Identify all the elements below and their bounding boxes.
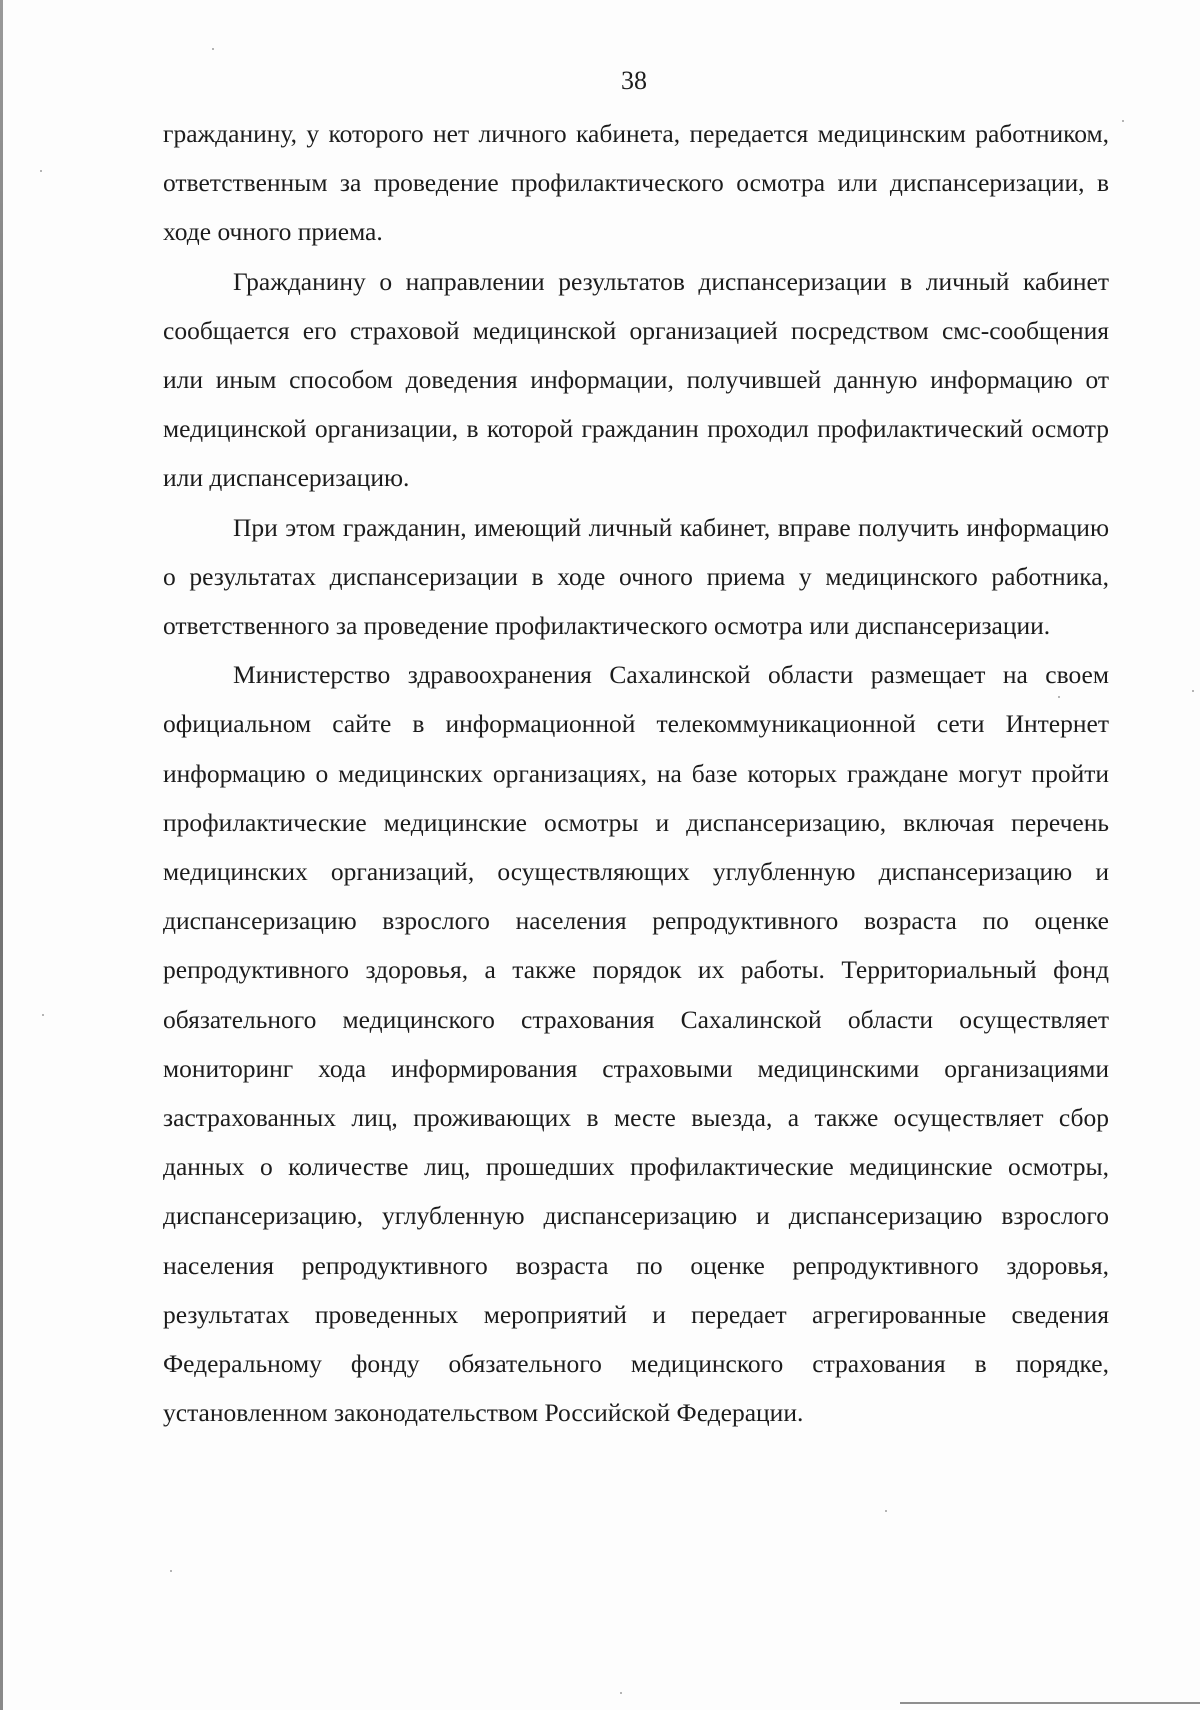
- scan-speck: [1192, 690, 1194, 692]
- scan-speck: [1058, 696, 1060, 698]
- scan-speck: [1122, 120, 1124, 122]
- scan-left-edge: [0, 0, 3, 1710]
- scan-speck: [42, 1014, 44, 1016]
- scan-speck: [885, 1510, 887, 1512]
- body-text: [163, 109, 1109, 1437]
- page-number: 38: [621, 66, 647, 95]
- scan-bottom-rule: [900, 1702, 1200, 1704]
- scan-speck: [620, 1692, 622, 1694]
- paragraph-personal-account: При этом гражданин, имеющий личный кабинет, вправе получить информацию о результатах диспансеризации в ходе очного приема у медицинского работника, ответственного за проведение профилактического осмотра или диспансеризации.: [163, 512, 1109, 641]
- paragraph-ministry: Министерство здравоохранения Сахалинской области размещает на своем официальном сайте в информационной телекоммуникационной сети Интернет информацию о медицинских организациях, на базе которых граждане могут пройти профилактические медицинские осмотры и диспансеризацию, включая перечень медицинских организаций, осуществляющих углубленную диспансеризацию и диспансеризацию взрослого населения репродуктивного возраста по оценке репродуктивного здоровья, а также порядок их работы. Территориальный фонд обязательного медицинского страхования Сахалинской области осуществляет мониторинг хода информирования страховыми медицинскими организациями застрахованных лиц, проживающих в месте выезда, а также осуществляет сбор данных о количестве лиц, прошедших профилактические медицинские осмотры, диспансеризацию, углубленную диспансеризацию и диспансеризацию взрослого населения репродуктивного возраста по оценке репродуктивного здоровья, результатах проведенных мероприятий и передает агрегированные сведения Федеральному фонду обязательного медицинского страхования в порядке, установленном законодательством Российской Федерации.: [163, 660, 1109, 1428]
- scan-speck: [40, 170, 42, 172]
- scan-speck: [170, 1570, 172, 1572]
- scan-speck: [212, 48, 214, 50]
- paragraph-continuation: гражданину, у которого нет личного кабинета, передается медицинским работником, ответственным за проведение профилактического осмотра или диспансеризации, в ходе очного приема.: [163, 119, 1109, 247]
- paragraph-notification: Гражданину о направлении результатов диспансеризации в личный кабинет сообщается его страховой медицинской организацией посредством смс-сообщения или иным способом доведения информации, получившей данную информацию от медицинской организации, в которой гражданин проходил профилактический осмотр или диспансеризацию.: [163, 266, 1109, 493]
